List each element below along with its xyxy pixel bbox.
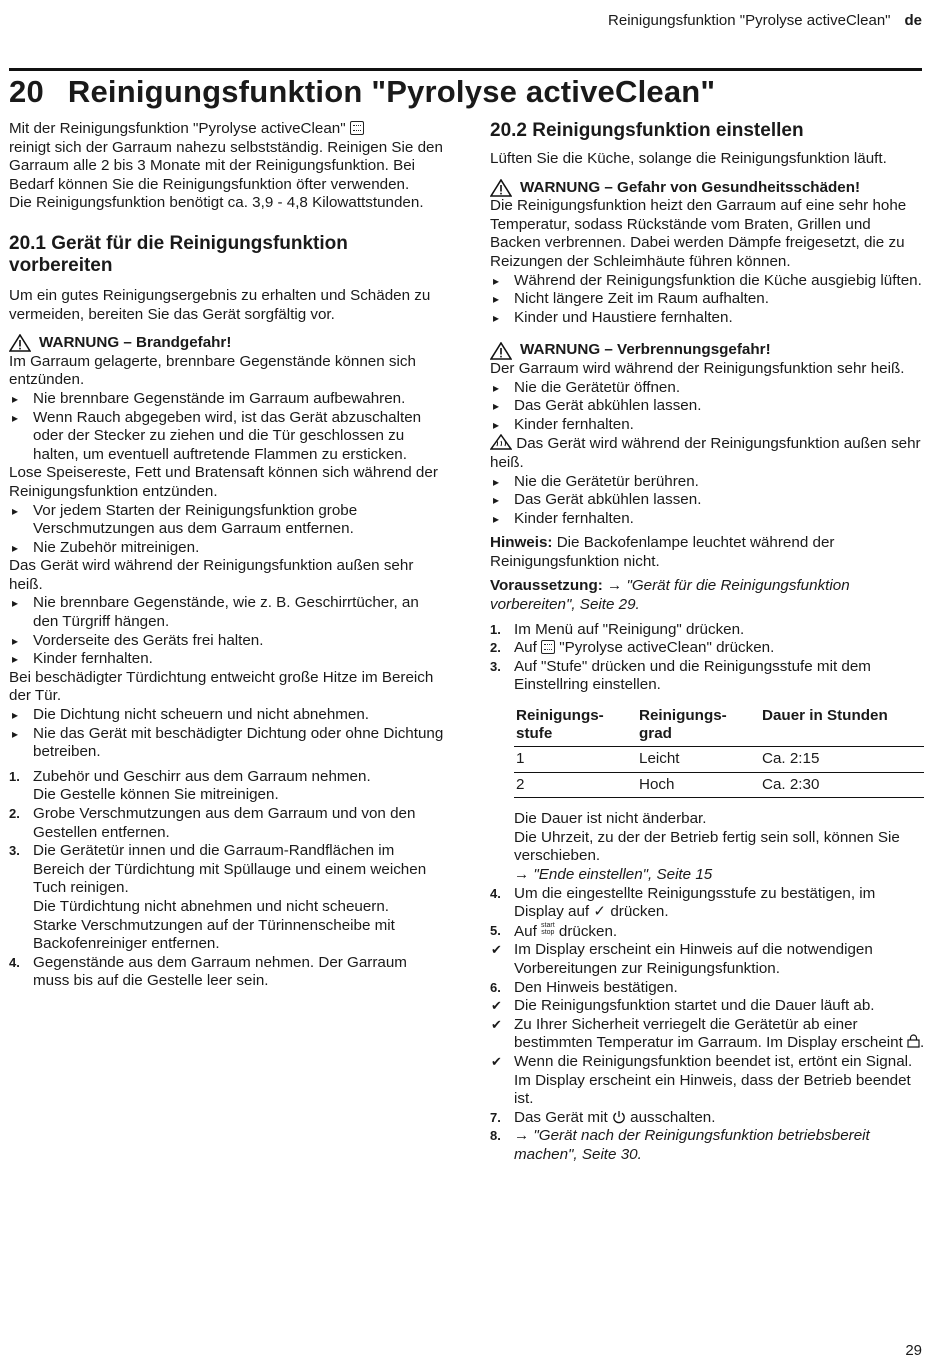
list-item: ▸ Kinder fernhalten. — [490, 510, 925, 529]
section-20-2-intro: Lüften Sie die Küche, solange die Reinigungsfunktion läuft. — [490, 150, 887, 167]
table-header: Dauer in Stunden — [760, 705, 924, 747]
list-item: ▸ Das Gerät abkühlen lassen. — [490, 397, 925, 416]
start-stop-icon: start stop — [541, 921, 555, 936]
list-item: ▸ Nicht längere Zeit im Raum aufhalten. — [490, 290, 925, 309]
warning-triangle-icon — [490, 342, 512, 360]
hot-exterior-list — [9, 594, 447, 668]
step: 8. → "Gerät nach der Reinigungsfunktion betriebsbereit machen", Seite 30. — [490, 1127, 870, 1163]
seal-text: Bei beschädigter Türdichtung entweicht große Hitze im Bereich der Tür. — [9, 668, 434, 705]
table-row: 2 Hoch Ca. 2:30 — [514, 772, 924, 798]
step: 3. Auf "Stufe" drücken und die Reinigungsstufe mit dem Einstellring einstellen. — [490, 657, 871, 694]
fire-warning-text-2: Lose Speisereste, Fett und Bratensaft können sich während der Reinigungsfunktion entzünden. — [9, 464, 438, 500]
pyrolysis-icon — [541, 640, 555, 654]
hot-surface-warning-icon — [490, 434, 512, 450]
list-item: ▸ Vor jedem Starten der Reinigungsfunktion grobe Verschmutzungen aus dem Garraum entfernen. — [9, 502, 447, 539]
health-warning-list — [490, 272, 925, 328]
list-item: ▸ Nie die Gerätetür berühren. — [490, 473, 925, 492]
step: 4. Gegenstände aus dem Garraum nehmen. Der Garraum muss bis auf die Gestelle leer sein. — [9, 953, 407, 990]
hot-surface-text: Das Gerät wird während der Reinigungsfunktion außen sehr heiß. — [490, 435, 921, 471]
running-title: Reinigungsfunktion "Pyrolyse activeClean" — [608, 12, 891, 29]
result: ✔ Wenn die Reinigungsfunktion beendet ist, ertönt ein Signal. Im Display erscheint ein Hinweis, dass der Betrieb beendet ist. — [491, 1052, 913, 1108]
hint: Hinweis: Die Backofenlampe leuchtet während der Reinigungsfunktion nicht. — [490, 534, 835, 570]
list-item: ▸ Nie brennbare Gegenstände im Garraum aufbewahren. — [9, 390, 447, 409]
health-warning-heading: WARNUNG – Gefahr von Gesundheitsschäden! — [490, 179, 925, 198]
step: 7. Das Gerät mit ausschalten. — [490, 1108, 716, 1126]
ready-link[interactable]: → "Gerät nach der Reinigungsfunktion betriebsbereit machen", Seite 30. — [514, 1127, 870, 1163]
pyrolysis-icon — [350, 121, 364, 135]
lock-icon — [907, 1034, 920, 1048]
prerequisite-link[interactable]: → "Gerät für die Reinigungsfunktion vorbereiten", Seite 29. — [490, 577, 850, 614]
end-time-link[interactable]: → "Ende einstellen", Seite 15 — [514, 866, 713, 883]
fire-warning-list-2 — [9, 502, 447, 558]
warning-triangle-icon — [9, 334, 31, 352]
setup-steps-a — [490, 621, 925, 695]
burn-warning-text: Der Garraum wird während der Reinigungsfunktion sehr heiß. — [490, 359, 905, 377]
burn-warning-list — [490, 379, 925, 435]
section-20-2-title: 20.2 Reinigungsfunktion einstellen — [490, 120, 804, 141]
burn-warning-heading: WARNUNG – Verbrennungsgefahr! — [490, 341, 925, 360]
page-number: 29 — [905, 1342, 922, 1359]
table-row: 1 Leicht Ca. 2:15 — [514, 747, 924, 773]
warning-triangle-icon — [490, 179, 512, 197]
section-20-1-title: 20.1 Gerät für die Reinigungsfunktion vorbereiten — [9, 232, 348, 276]
list-item: ▸ Kinder und Haustiere fernhalten. — [490, 309, 925, 328]
fire-warning-list-1 — [9, 390, 447, 464]
step: 4. Um die eingestellte Reinigungsstufe zu bestätigen, im Display auf ✓ drücken. — [490, 884, 876, 921]
list-item: ▸ Nie brennbare Gegenstände, wie z. B. Geschirrtücher, an den Türgriff hängen. — [9, 594, 447, 631]
result: ✔ Im Display erscheint ein Hinweis auf die notwendigen Vorbereitungen zur Reinigungsfunktion. — [491, 941, 873, 977]
health-warning-text: Die Reinigungsfunktion heizt den Garraum auf eine sehr hohe Temperatur, sodass Rückstände vom Braten, Grillen und Backen verbrennen. Dabei werden Dämpfe freigesetzt, die zu Reizungen der Schleimhäute führen können. — [490, 197, 907, 270]
prep-steps — [9, 768, 447, 991]
list-item: ▸ Vorderseite des Geräts frei halten. — [9, 632, 447, 651]
section-20-1-intro: Um ein gutes Reinigungsergebnis zu erhalten und Schäden zu vermeiden, bereiten Sie das Gerät sorgfältig vor. — [9, 286, 431, 323]
hot-exterior-text: Das Gerät wird während der Reinigungsfunktion außen sehr heiß. — [9, 557, 414, 593]
language-code: de — [904, 12, 922, 29]
step: 1. Im Menü auf "Reinigung" drücken. — [490, 620, 745, 638]
step: 1. Zubehör und Geschirr aus dem Garraum nehmen. Die Gestelle können Sie mitreinigen. — [9, 767, 371, 804]
step: 2. Auf "Pyrolyse activeClean" drücken. — [490, 639, 775, 657]
intro-energy: Die Reinigungsfunktion benötigt ca. 3,9 - 4,8 Kilowattstunden. — [9, 194, 424, 212]
step: 6. Den Hinweis bestätigen. — [490, 978, 678, 996]
cleaning-level-table — [514, 705, 924, 798]
prerequisite: Voraussetzung: → "Gerät für die Reinigungsfunktion vorbereiten", Seite 29. — [490, 577, 850, 614]
list-item: ▸ Die Dichtung nicht scheuern und nicht abnehmen. — [9, 706, 447, 725]
power-icon — [612, 1110, 626, 1124]
header-rule — [9, 68, 922, 71]
result: ✔ Die Reinigungsfunktion startet und die Dauer läuft ab. — [491, 997, 875, 1015]
list-item: ▸ Nie das Gerät mit beschädigter Dichtung oder ohne Dichtung betreiben. — [9, 725, 447, 762]
intro-paragraph: Mit der Reinigungsfunktion "Pyrolyse activeClean" reinigt sich der Garraum nahezu selbstständig. Reinigen Sie den Garraum alle 2 bis 3 Monate mit der Reinigungsfunktion. Bei Bedarf können Sie die Reinigungsfunktion öfter verwenden. — [9, 120, 443, 193]
step: 2. Grobe Verschmutzungen aus dem Garraum und von den Gestellen entfernen. — [9, 805, 416, 841]
list-item: ▸ Kinder fernhalten. — [9, 650, 447, 669]
running-header — [608, 12, 922, 29]
list-item: ▸ Nie Zubehör mitreinigen. — [9, 539, 447, 558]
after-table-notes: Die Dauer ist nicht änderbar. Die Uhrzeit, zu der der Betrieb fertig sein soll, können Sie verschieben. → "Ende einstellen", Seite 15 — [490, 810, 925, 884]
right-column — [490, 120, 925, 1165]
fire-warning-text: Im Garraum gelagerte, brennbare Gegenstände können sich entzünden. — [9, 352, 416, 389]
list-item: ▸ Wenn Rauch abgegeben wird, ist das Gerät abzuschalten oder der Stecker zu ziehen und die Tür geschlossen zu halten, um eventuell auftretende Flammen zu ersticken. — [9, 409, 447, 465]
hot-surface-list — [490, 473, 925, 529]
left-column — [9, 120, 447, 991]
fire-warning-heading: WARNUNG – Brandgefahr! — [9, 334, 447, 353]
list-item: ▸ Während der Reinigungsfunktion die Küche ausgiebig lüften. — [490, 272, 925, 291]
checkmark-icon: ✓ — [593, 903, 607, 921]
table-header: Reinigungs-grad — [637, 705, 760, 747]
list-item: ▸ Das Gerät abkühlen lassen. — [490, 491, 925, 510]
seal-list — [9, 706, 447, 762]
chapter-title: 20 Reinigungsfunktion "Pyrolyse activeClean" — [9, 74, 716, 109]
result: ✔ Zu Ihrer Sicherheit verriegelt die Gerätetür ab einer bestimmten Temperatur im Garraum. Im Display erscheint . — [491, 1015, 925, 1052]
table-header: Reinigungs-stufe — [514, 705, 637, 747]
step: 5. Auf start stop drücken. — [490, 921, 618, 940]
list-item: ▸ Nie die Gerätetür öffnen. — [490, 379, 925, 398]
list-item: ▸ Kinder fernhalten. — [490, 416, 925, 435]
setup-steps-b — [490, 885, 925, 1165]
step: 3. Die Gerätetür innen und die Garraum-Randflächen im Bereich der Türdichtung mit Spüllauge und einem weichen Tuch reinigen. Die Türdichtung nicht abnehmen und nicht scheuern. Starke Verschmutzungen auf der Türinnenscheibe mit Backofenreiniger entfernen. — [9, 842, 427, 953]
